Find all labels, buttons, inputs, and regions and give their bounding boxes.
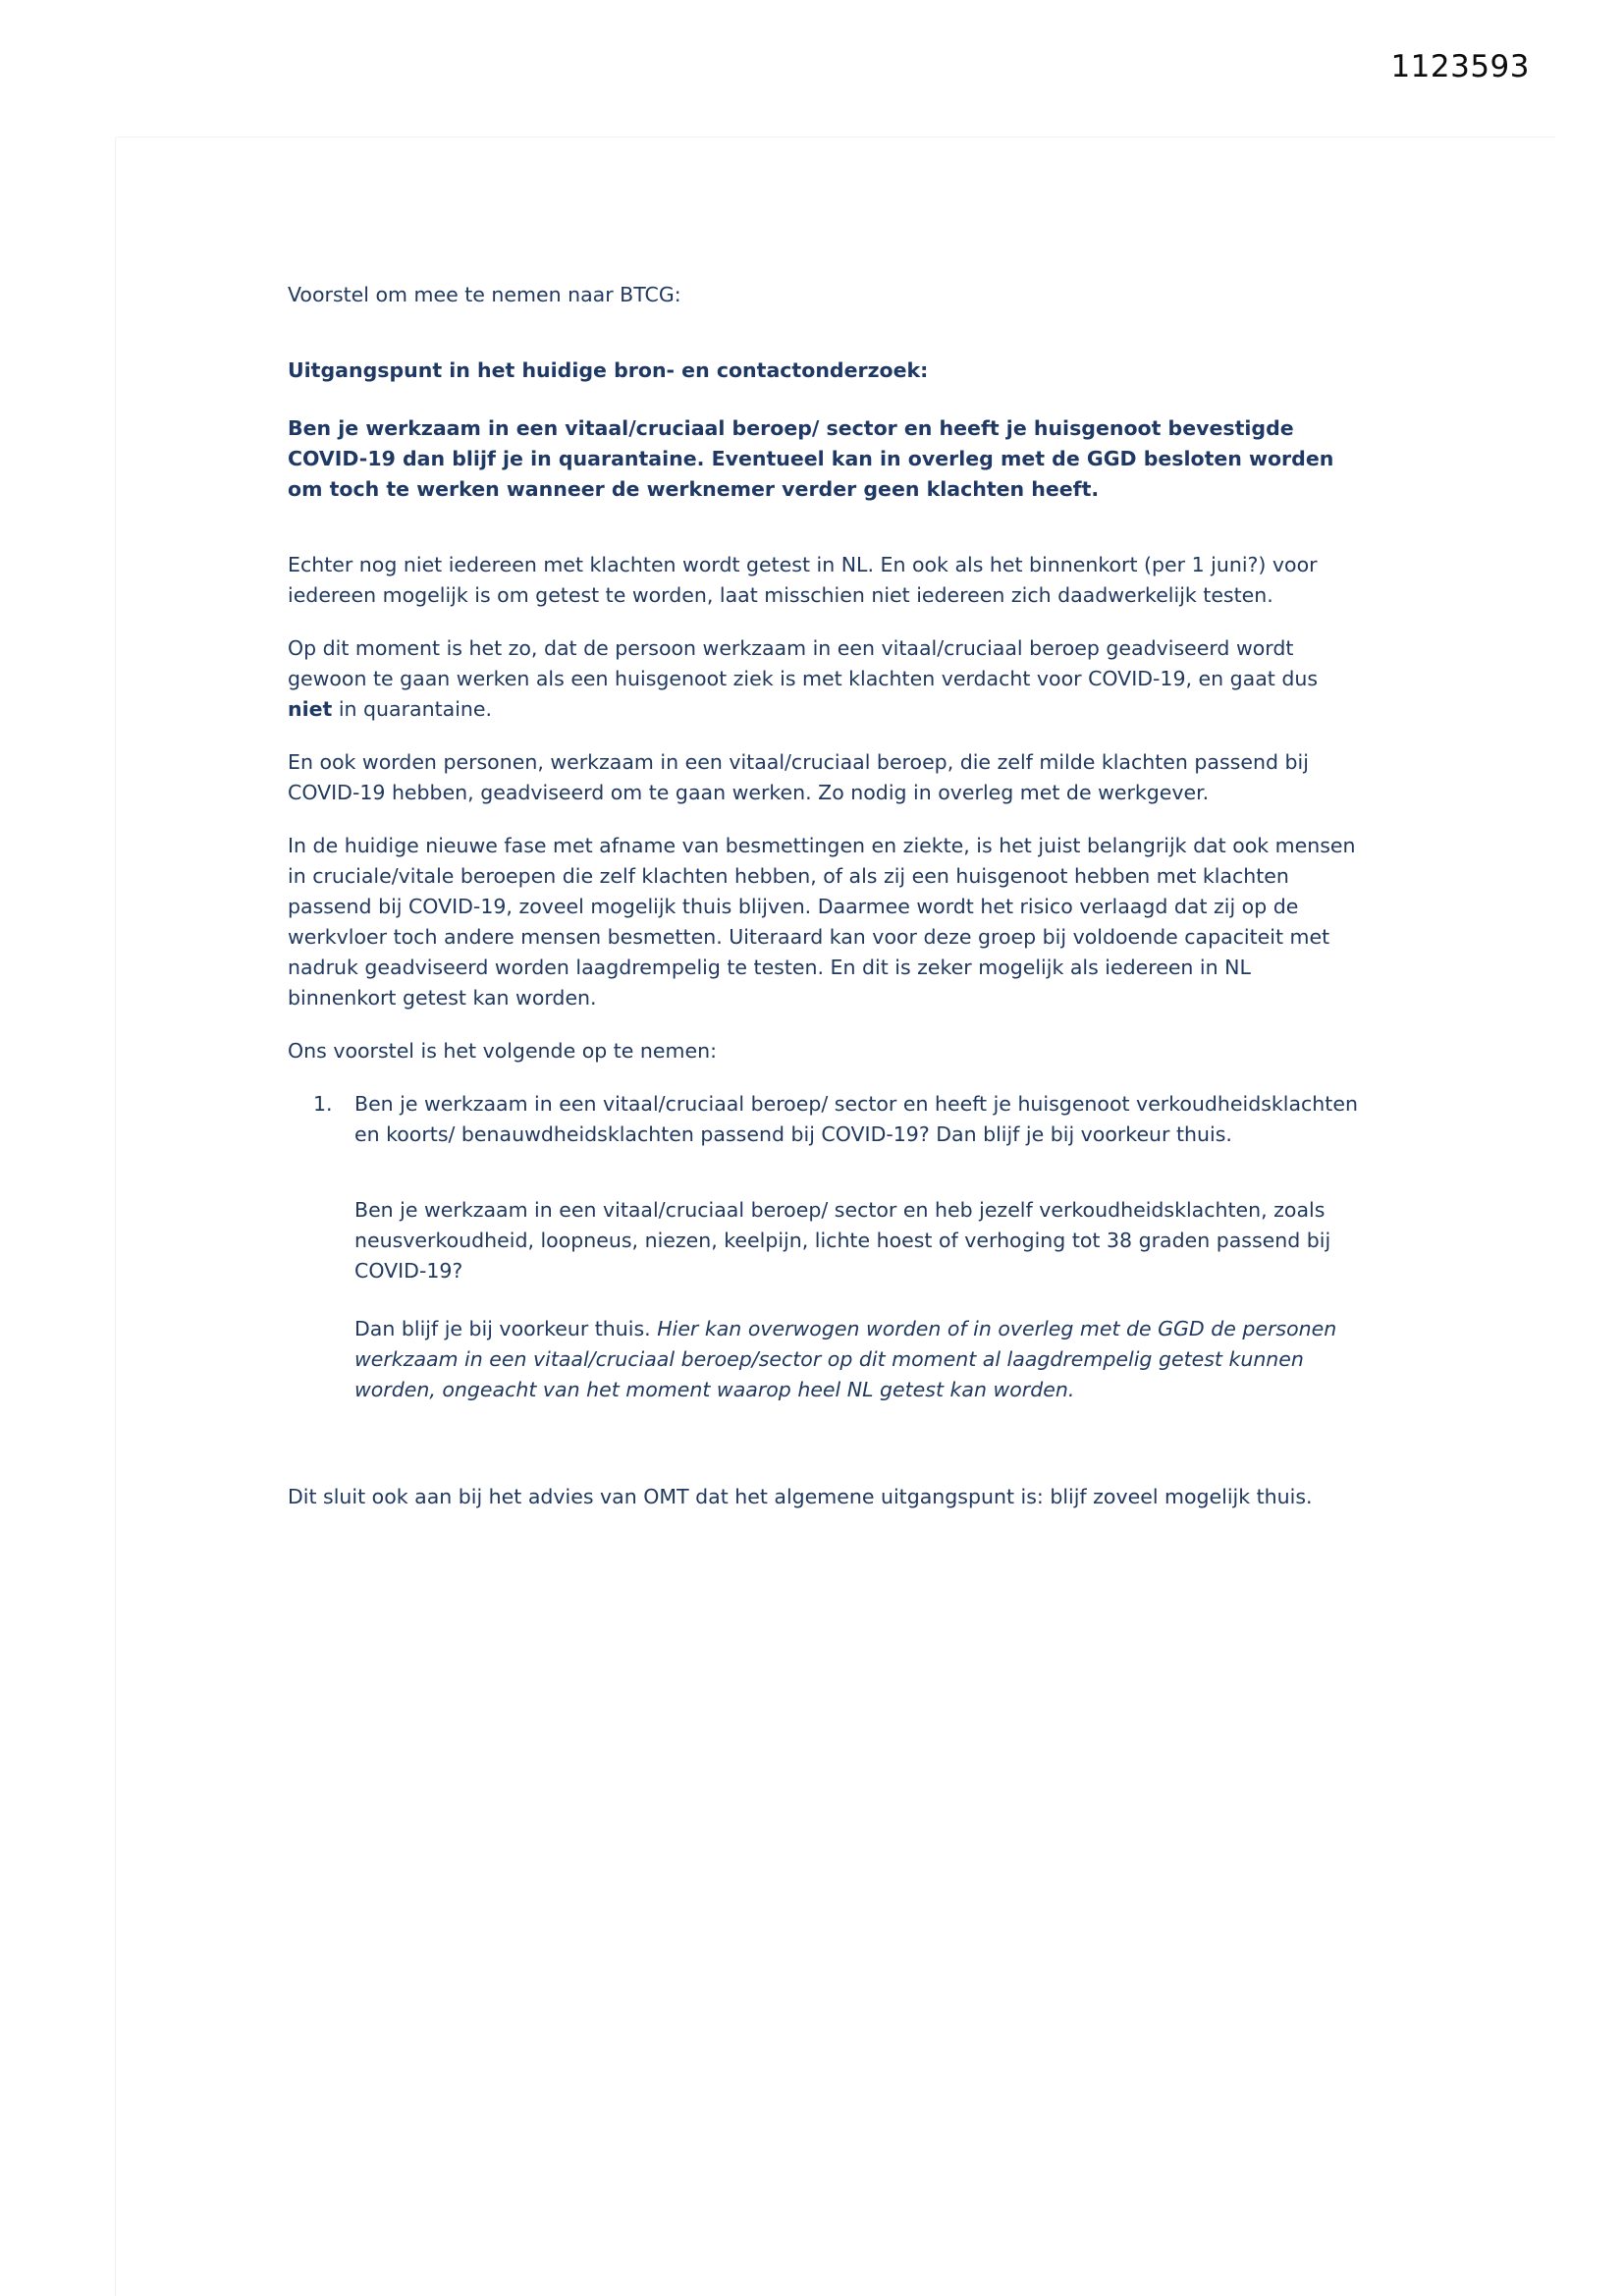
paragraph-3: En ook worden personen, werkzaam in een vitaal/cruciaal beroep, die zelf milde klachten passend bij COVID-19 hebben, geadviseerd om te gaan werken. Zo nodig in overleg met de werkgever.	[288, 750, 1309, 804]
sub-block-2-wrapper	[288, 1314, 1363, 1405]
section-heading: Uitgangspunt in het huidige bron- en contactonderzoek:	[288, 358, 929, 382]
paragraph-2-emphasis: niet	[288, 697, 333, 721]
spacer	[288, 1405, 1363, 1482]
list-item-text: Ben je werkzaam in een vitaal/cruciaal beroep/ sector en heeft je huisgenoot verkoudheidsklachten en koorts/ benauwdheidsklachten passend bij COVID-19? Dan blijf je bij voorkeur thuis.	[354, 1092, 1358, 1146]
sub-paragraph-2-italic: Hier kan overwogen worden of in overleg met de GGD de personen werkzaam in een vitaal/cruciaal beroep/sector op dit moment al laagdrempelig getest kunnen worden, ongeacht van het moment waarop heel NL getest kan worden.	[354, 1317, 1337, 1401]
paragraph-4: In de huidige nieuwe fase met afname van besmettingen en ziekte, is het juist belangrijk dat ook mensen in cruciale/vitale beroepen die zelf klachten hebben, of als zij een huisgenoot hebben met klachten passend bij COVID-19, zoveel mogelijk thuis blijven. Daarmee wordt het risico verlaagd dat zij op de werkvloer toch andere mensen besmetten. Uiteraard kan voor deze groep bij voldoende capaciteit met nadruk geadviseerd worden laagdrempelig te testen. En dit is zeker mogelijk als iedereen in NL binnenkort getest kan worden.	[288, 834, 1356, 1010]
paragraph-2-part2: in quarantaine.	[332, 697, 493, 721]
list-item-marker: 1.	[313, 1092, 333, 1116]
spacer	[288, 310, 1363, 355]
proposal-list	[288, 1089, 1363, 1150]
proposal-intro: Ons voorstel is het volgende op te nemen:	[288, 1039, 718, 1063]
closing-paragraph: Dit sluit ook aan bij het advies van OMT dat het algemene uitgangspunt is: blijf zoveel mogelijk thuis.	[288, 1485, 1313, 1508]
spacer	[288, 1150, 1363, 1195]
archive-number: 1123593	[1390, 49, 1530, 84]
lead-bold-paragraph: Ben je werkzaam in een vitaal/cruciaal beroep/ sector en heeft je huisgenoot bevestigde COVID-19 dan blijf je in quarantaine. Eventueel kan in overleg met de GGD besloten worden om toch te werken wanneer de werknemer verder geen klachten heeft.	[288, 416, 1334, 501]
document-body	[288, 280, 1363, 1535]
spacer	[288, 505, 1363, 550]
spacer	[288, 1286, 1363, 1314]
paragraph-2	[288, 633, 1363, 725]
paragraph-1: Echter nog niet iedereen met klachten wordt getest in NL. En ook als het binnenkort (per 1 juni?) voor iedereen mogelijk is om getest te worden, laat misschien niet iedereen zich daadwerkelijk testen.	[288, 553, 1318, 607]
intro-line: Voorstel om mee te nemen naar BTCG:	[288, 283, 681, 306]
paragraph-2-part1: Op dit moment is het zo, dat de persoon werkzaam in een vitaal/cruciaal beroep geadviseerd wordt gewoon te gaan werken als een huisgenoot ziek is met klachten verdacht voor COVID-19, en gaat dus	[288, 636, 1319, 690]
spacer	[288, 386, 1363, 413]
sub-paragraph-1: Ben je werkzaam in een vitaal/cruciaal beroep/ sector en heb jezelf verkoudheidsklachten, zoals neusverkoudheid, loopneus, niezen, keelpijn, lichte hoest of verhoging tot 38 graden passend bij COVID-19?	[354, 1198, 1331, 1283]
list-item	[288, 1089, 1363, 1150]
sub-paragraph-2	[354, 1314, 1363, 1405]
sub-block-1-wrapper	[288, 1195, 1363, 1286]
sub-paragraph-2-plain: Dan blijf je bij voorkeur thuis.	[354, 1317, 658, 1340]
